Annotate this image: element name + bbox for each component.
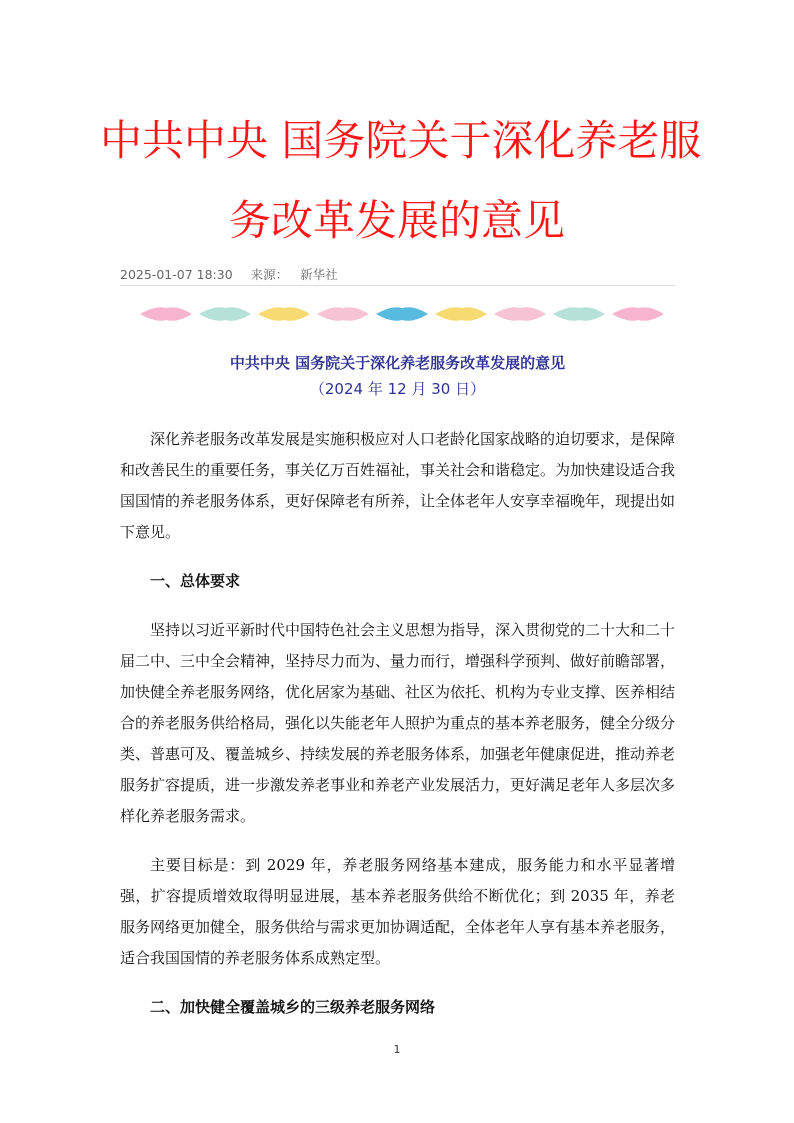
source-name: 新华社: [300, 267, 338, 282]
page-number: 1: [393, 1043, 401, 1056]
section-heading-2: 二、加快健全覆盖城乡的三级养老服务网络: [150, 998, 436, 1016]
decoration-feather: [199, 307, 251, 321]
paragraph-intro: 深化养老服务改革发展是实施积极应对人口老龄化国家战略的迫切要求，是保障和改善民生的重要任务，事关亿万百姓福祉，事关社会和谐稳定。为加快建设适合我国国情的养老服务体系，更好保障老有所养，让全体老年人安享幸福晚年，现提出如下意见。: [120, 430, 676, 541]
publish-datetime: 2025-01-07 18:30: [120, 267, 233, 282]
section-heading-1: 一、总体要求: [150, 572, 241, 590]
paragraph-guidance: 坚持以习近平新时代中国特色社会主义思想为指导，深入贯彻党的二十大和二十届二中、三中全会精神，坚持尽力而为、量力而行，增强科学预判、做好前瞻部署，加快健全养老服务网络，优化居家为基础、社区为依托、机构为专业支撑、医养相结合的养老服务供给格局，强化以失能老年人照护为重点的基本养老服务，健全分级分类、普惠可及、覆盖城乡、持续发展的养老服务体系，加强老年健康促进，推动养老服务扩容提质，进一步激发养老事业和养老产业发展活力，更好满足老年人多层次多样化养老服务需求。: [120, 621, 676, 825]
decoration-feather: [376, 307, 428, 321]
decorative-divider: [0, 302, 794, 326]
decoration-feather: [435, 307, 487, 321]
decoration-feather: [317, 307, 369, 321]
document-subtitle: 中共中央 国务院关于深化养老服务改革发展的意见: [229, 354, 566, 372]
decoration-feather: [494, 307, 546, 321]
decoration-feather: [612, 307, 664, 321]
decoration-feather: [553, 307, 605, 321]
decoration-feather: [258, 307, 310, 321]
meta-divider: [120, 285, 675, 286]
document-title-line-2: 务改革发展的意见: [228, 196, 565, 245]
decoration-feather: [140, 307, 192, 321]
article-meta: [120, 265, 352, 283]
document-title-line-1: 中共中央 国务院关于深化养老服: [100, 116, 702, 165]
document-body: [120, 424, 675, 1041]
document-subtitle-date: （2024 年 12 月 30 日）: [309, 380, 486, 398]
source-label: 来源：: [250, 267, 289, 282]
paragraph-goals: 主要目标是：到 2029 年，养老服务网络基本建成，服务能力和水平显著增强，扩容提质增效取得明显进展，基本养老服务供给不断优化；到 2035 年，养老服务网络更加健全，服务供给与需求更加协调适配，全体老年人享有基本养老服务，适合我国国情的养老服务体系成熟定型。: [120, 856, 676, 967]
